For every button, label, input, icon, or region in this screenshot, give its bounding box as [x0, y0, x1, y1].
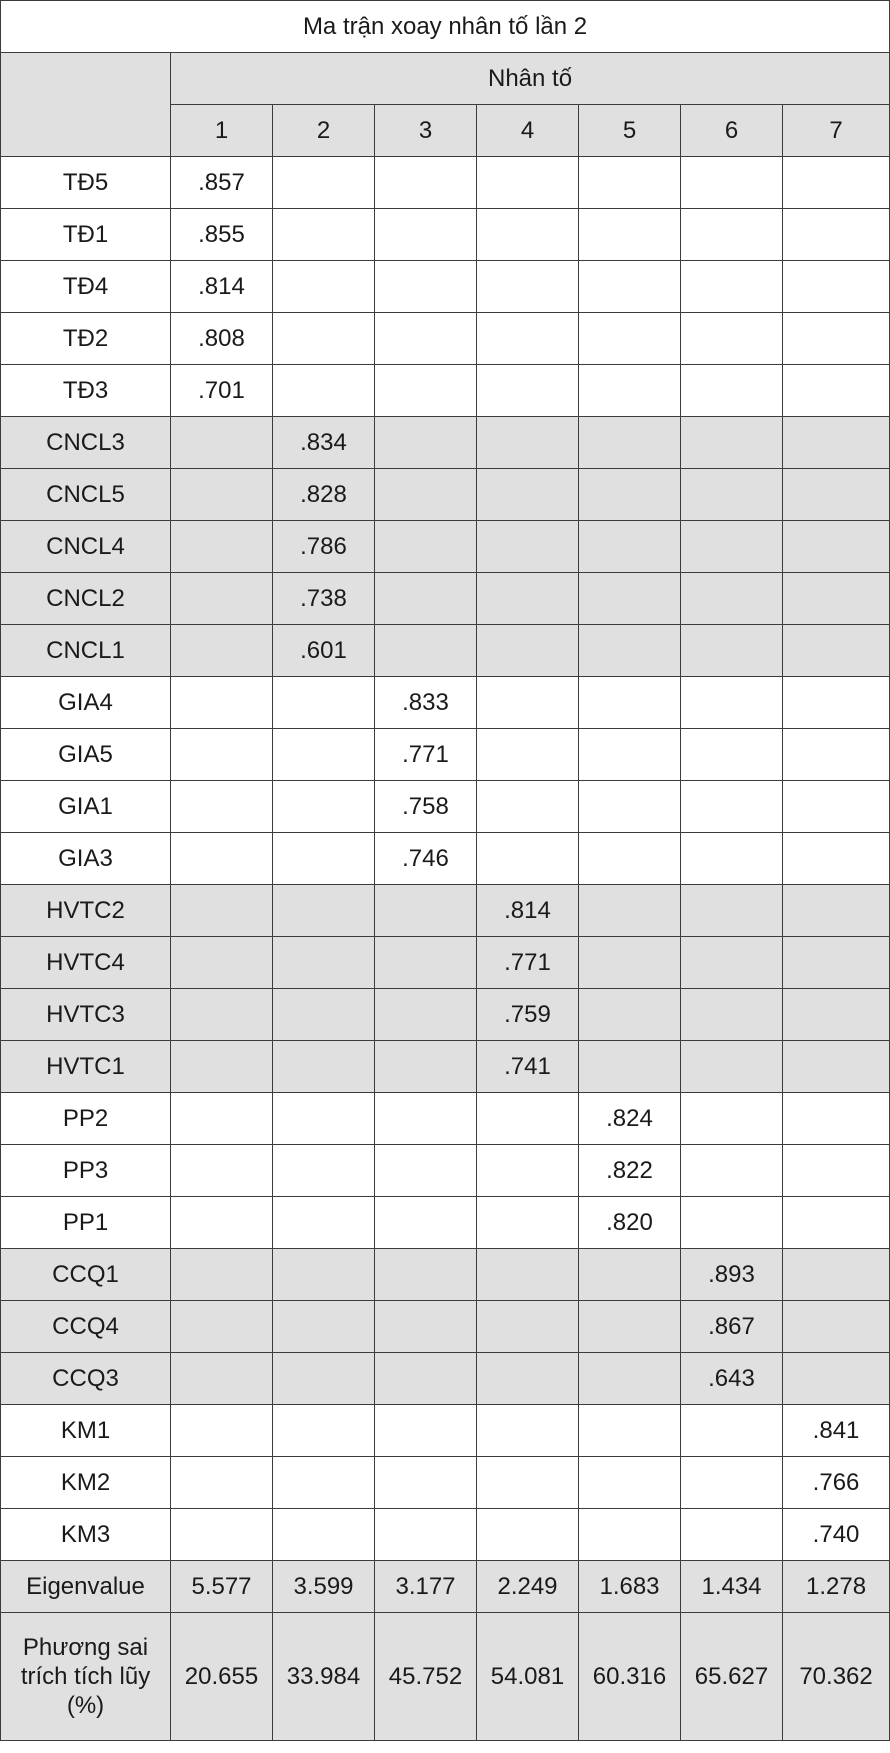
- empty-cell: [273, 781, 375, 833]
- cumulative-variance-label: [1, 1613, 171, 1741]
- empty-cell: [171, 1041, 273, 1093]
- loading-value: .701: [171, 365, 273, 417]
- empty-cell: [477, 521, 579, 573]
- loading-value: .771: [375, 729, 477, 781]
- table-row: [1, 1457, 890, 1509]
- empty-cell: [273, 729, 375, 781]
- empty-cell: [477, 1457, 579, 1509]
- factor-number: 2: [273, 105, 375, 157]
- empty-cell: [579, 1509, 681, 1561]
- empty-cell: [579, 521, 681, 573]
- empty-cell: [171, 417, 273, 469]
- table-row: [1, 937, 890, 989]
- loading-value: .771: [477, 937, 579, 989]
- empty-cell: [783, 1145, 890, 1197]
- empty-cell: [681, 209, 783, 261]
- empty-cell: [681, 1509, 783, 1561]
- empty-cell: [579, 417, 681, 469]
- row-label: GIA4: [1, 677, 171, 729]
- empty-cell: [783, 833, 890, 885]
- empty-cell: [171, 1353, 273, 1405]
- empty-cell: [579, 781, 681, 833]
- factor-number: 4: [477, 105, 579, 157]
- empty-cell: [375, 313, 477, 365]
- table-row: [1, 677, 890, 729]
- loading-value: .893: [681, 1249, 783, 1301]
- table-row: [1, 1301, 890, 1353]
- empty-cell: [579, 729, 681, 781]
- empty-cell: [477, 729, 579, 781]
- empty-cell: [477, 573, 579, 625]
- empty-cell: [273, 1041, 375, 1093]
- empty-cell: [273, 885, 375, 937]
- row-label: CNCL2: [1, 573, 171, 625]
- empty-cell: [783, 365, 890, 417]
- factor-number: 7: [783, 105, 890, 157]
- empty-cell: [273, 365, 375, 417]
- empty-cell: [273, 833, 375, 885]
- row-label: TĐ3: [1, 365, 171, 417]
- empty-cell: [171, 573, 273, 625]
- empty-cell: [375, 1353, 477, 1405]
- empty-cell: [273, 261, 375, 313]
- empty-cell: [273, 1301, 375, 1353]
- row-label: KM3: [1, 1509, 171, 1561]
- empty-cell: [375, 573, 477, 625]
- eigenvalue-value: 1.683: [579, 1561, 681, 1613]
- empty-cell: [477, 1353, 579, 1405]
- table-row: [1, 261, 890, 313]
- loading-value: .766: [783, 1457, 890, 1509]
- cumulative-variance-value: 60.316: [579, 1613, 681, 1741]
- label-line: trích tích lũy: [20, 1662, 151, 1690]
- empty-cell: [273, 209, 375, 261]
- empty-cell: [681, 781, 783, 833]
- empty-cell: [171, 885, 273, 937]
- empty-cell: [783, 729, 890, 781]
- table-row: [1, 313, 890, 365]
- loading-value: .828: [273, 469, 375, 521]
- empty-cell: [579, 209, 681, 261]
- empty-cell: [171, 1509, 273, 1561]
- empty-cell: [783, 885, 890, 937]
- empty-cell: [477, 1509, 579, 1561]
- empty-cell: [477, 313, 579, 365]
- loading-value: .814: [477, 885, 579, 937]
- empty-cell: [375, 1509, 477, 1561]
- loading-value: .824: [579, 1093, 681, 1145]
- empty-cell: [171, 469, 273, 521]
- empty-cell: [273, 1249, 375, 1301]
- loading-value: .834: [273, 417, 375, 469]
- empty-cell: [375, 1301, 477, 1353]
- empty-cell: [273, 1457, 375, 1509]
- empty-cell: [477, 677, 579, 729]
- table-row: [1, 729, 890, 781]
- eigenvalue-value: 1.434: [681, 1561, 783, 1613]
- empty-cell: [375, 1041, 477, 1093]
- empty-cell: [783, 1093, 890, 1145]
- empty-cell: [579, 989, 681, 1041]
- empty-cell: [681, 313, 783, 365]
- loading-value: .841: [783, 1405, 890, 1457]
- factor-number: 3: [375, 105, 477, 157]
- empty-cell: [681, 1093, 783, 1145]
- loading-value: .833: [375, 677, 477, 729]
- empty-cell: [273, 1145, 375, 1197]
- empty-cell: [171, 1249, 273, 1301]
- empty-cell: [681, 521, 783, 573]
- eigenvalue-value: 3.177: [375, 1561, 477, 1613]
- empty-cell: [579, 1041, 681, 1093]
- row-label: TĐ1: [1, 209, 171, 261]
- empty-cell: [273, 937, 375, 989]
- row-label: HVTC3: [1, 989, 171, 1041]
- row-label: TĐ5: [1, 157, 171, 209]
- table-title: Ma trận xoay nhân tố lần 2: [1, 1, 890, 53]
- row-label: CNCL3: [1, 417, 171, 469]
- eigenvalue-value: 2.249: [477, 1561, 579, 1613]
- empty-cell: [477, 1405, 579, 1457]
- empty-cell: [579, 365, 681, 417]
- factor-header: Nhân tố: [171, 53, 890, 105]
- empty-cell: [477, 1301, 579, 1353]
- empty-cell: [273, 1197, 375, 1249]
- empty-cell: [681, 1405, 783, 1457]
- row-label: GIA5: [1, 729, 171, 781]
- empty-cell: [579, 833, 681, 885]
- empty-cell: [681, 1041, 783, 1093]
- empty-cell: [579, 1301, 681, 1353]
- row-label: CNCL4: [1, 521, 171, 573]
- empty-cell: [477, 1197, 579, 1249]
- eigenvalue-row: [1, 1561, 890, 1613]
- empty-cell: [681, 365, 783, 417]
- row-label: CNCL5: [1, 469, 171, 521]
- empty-cell: [375, 365, 477, 417]
- eigenvalue-label: Eigenvalue: [1, 1561, 171, 1613]
- table-row: [1, 989, 890, 1041]
- empty-cell: [375, 1197, 477, 1249]
- empty-cell: [579, 157, 681, 209]
- eigenvalue-value: 5.577: [171, 1561, 273, 1613]
- empty-cell: [375, 417, 477, 469]
- empty-cell: [171, 1405, 273, 1457]
- empty-cell: [171, 1145, 273, 1197]
- row-label: KM1: [1, 1405, 171, 1457]
- row-label: KM2: [1, 1457, 171, 1509]
- empty-cell: [171, 729, 273, 781]
- empty-cell: [579, 677, 681, 729]
- empty-cell: [375, 209, 477, 261]
- table-row: [1, 1145, 890, 1197]
- table-row: [1, 573, 890, 625]
- factor-number: 6: [681, 105, 783, 157]
- factor-number: 5: [579, 105, 681, 157]
- empty-cell: [681, 1197, 783, 1249]
- empty-cell: [783, 313, 890, 365]
- loading-value: .867: [681, 1301, 783, 1353]
- empty-cell: [171, 937, 273, 989]
- row-label: HVTC2: [1, 885, 171, 937]
- empty-cell: [681, 573, 783, 625]
- empty-cell: [783, 1353, 890, 1405]
- row-label: GIA1: [1, 781, 171, 833]
- empty-cell: [273, 1353, 375, 1405]
- empty-cell: [375, 157, 477, 209]
- empty-cell: [783, 1197, 890, 1249]
- empty-cell: [477, 365, 579, 417]
- empty-cell: [171, 625, 273, 677]
- loading-value: .643: [681, 1353, 783, 1405]
- table-row: [1, 885, 890, 937]
- table-row: [1, 1249, 890, 1301]
- empty-cell: [273, 1405, 375, 1457]
- table-row: [1, 1041, 890, 1093]
- cumulative-variance-value: 70.362: [783, 1613, 890, 1741]
- empty-cell: [579, 937, 681, 989]
- empty-cell: [375, 1405, 477, 1457]
- table-row: [1, 157, 890, 209]
- loading-value: .740: [783, 1509, 890, 1561]
- row-label: CCQ4: [1, 1301, 171, 1353]
- loading-value: .855: [171, 209, 273, 261]
- loading-value: .786: [273, 521, 375, 573]
- empty-cell: [477, 417, 579, 469]
- empty-cell: [171, 833, 273, 885]
- empty-cell: [477, 1145, 579, 1197]
- empty-cell: [171, 1457, 273, 1509]
- empty-cell: [681, 989, 783, 1041]
- empty-cell: [273, 989, 375, 1041]
- empty-cell: [375, 521, 477, 573]
- empty-cell: [375, 1457, 477, 1509]
- empty-cell: [579, 1457, 681, 1509]
- table-row: [1, 1353, 890, 1405]
- empty-cell: [681, 1145, 783, 1197]
- empty-cell: [171, 1301, 273, 1353]
- empty-cell: [783, 209, 890, 261]
- empty-cell: [477, 1093, 579, 1145]
- empty-cell: [579, 625, 681, 677]
- empty-cell: [681, 261, 783, 313]
- empty-cell: [783, 625, 890, 677]
- empty-cell: [375, 937, 477, 989]
- cumulative-variance-value: 65.627: [681, 1613, 783, 1741]
- row-label: CNCL1: [1, 625, 171, 677]
- loading-value: .857: [171, 157, 273, 209]
- cumulative-variance-value: 20.655: [171, 1613, 273, 1741]
- empty-cell: [681, 729, 783, 781]
- empty-cell: [375, 1093, 477, 1145]
- table-row: [1, 1093, 890, 1145]
- loading-value: .822: [579, 1145, 681, 1197]
- empty-cell: [579, 1249, 681, 1301]
- factor-header-row: [1, 53, 890, 105]
- empty-cell: [579, 885, 681, 937]
- cumulative-variance-row: [1, 1613, 890, 1741]
- table-row: [1, 469, 890, 521]
- empty-cell: [273, 1093, 375, 1145]
- row-label: HVTC4: [1, 937, 171, 989]
- empty-cell: [783, 1301, 890, 1353]
- empty-cell: [783, 1041, 890, 1093]
- empty-cell: [477, 209, 579, 261]
- empty-cell: [477, 261, 579, 313]
- eigenvalue-value: 3.599: [273, 1561, 375, 1613]
- loading-value: .758: [375, 781, 477, 833]
- factor-number: 1: [171, 105, 273, 157]
- loading-value: .738: [273, 573, 375, 625]
- loading-value: .759: [477, 989, 579, 1041]
- table-row: [1, 521, 890, 573]
- empty-cell: [681, 469, 783, 521]
- row-label: PP3: [1, 1145, 171, 1197]
- table-row: [1, 417, 890, 469]
- empty-cell: [681, 885, 783, 937]
- empty-cell: [579, 261, 681, 313]
- loading-value: .741: [477, 1041, 579, 1093]
- empty-cell: [171, 989, 273, 1041]
- row-label: TĐ4: [1, 261, 171, 313]
- empty-cell: [783, 937, 890, 989]
- empty-cell: [273, 157, 375, 209]
- table-row: [1, 1197, 890, 1249]
- empty-cell: [681, 937, 783, 989]
- empty-cell: [681, 833, 783, 885]
- empty-cell: [783, 521, 890, 573]
- eigenvalue-value: 1.278: [783, 1561, 890, 1613]
- empty-cell: [375, 885, 477, 937]
- empty-cell: [783, 469, 890, 521]
- empty-cell: [579, 573, 681, 625]
- empty-cell: [171, 521, 273, 573]
- row-label: HVTC1: [1, 1041, 171, 1093]
- empty-cell: [783, 677, 890, 729]
- loading-value: .601: [273, 625, 375, 677]
- table-body: [1, 1, 890, 1741]
- cumulative-variance-value: 54.081: [477, 1613, 579, 1741]
- empty-cell: [681, 1457, 783, 1509]
- empty-cell: [579, 1353, 681, 1405]
- empty-cell: [681, 677, 783, 729]
- loading-value: .820: [579, 1197, 681, 1249]
- cumulative-variance-value: 33.984: [273, 1613, 375, 1741]
- empty-cell: [273, 677, 375, 729]
- empty-cell: [477, 833, 579, 885]
- empty-cell: [477, 469, 579, 521]
- empty-cell: [171, 1093, 273, 1145]
- title-row: [1, 1, 890, 53]
- loading-value: .808: [171, 313, 273, 365]
- empty-cell: [273, 1509, 375, 1561]
- table-row: [1, 833, 890, 885]
- empty-cell: [783, 417, 890, 469]
- empty-cell: [783, 1249, 890, 1301]
- row-label: CCQ1: [1, 1249, 171, 1301]
- loading-value: .746: [375, 833, 477, 885]
- label-line: Phương sai: [22, 1633, 149, 1661]
- empty-cell: [783, 261, 890, 313]
- empty-cell: [171, 781, 273, 833]
- empty-cell: [783, 573, 890, 625]
- empty-cell: [171, 1197, 273, 1249]
- empty-cell: [477, 625, 579, 677]
- row-label: PP1: [1, 1197, 171, 1249]
- table-row: [1, 625, 890, 677]
- empty-cell: [477, 781, 579, 833]
- table-row: [1, 209, 890, 261]
- empty-cell: [681, 417, 783, 469]
- row-label: TĐ2: [1, 313, 171, 365]
- empty-cell: [681, 625, 783, 677]
- table-row: [1, 1405, 890, 1457]
- empty-cell: [783, 781, 890, 833]
- table-row: [1, 365, 890, 417]
- empty-cell: [681, 157, 783, 209]
- empty-cell: [783, 989, 890, 1041]
- empty-cell: [477, 157, 579, 209]
- row-label: PP2: [1, 1093, 171, 1145]
- empty-cell: [375, 261, 477, 313]
- loading-value: .814: [171, 261, 273, 313]
- cumulative-variance-value: 45.752: [375, 1613, 477, 1741]
- table-row: [1, 1509, 890, 1561]
- empty-cell: [375, 1249, 477, 1301]
- empty-cell: [375, 1145, 477, 1197]
- header-corner-cell: [1, 53, 171, 157]
- empty-cell: [375, 469, 477, 521]
- row-label: CCQ3: [1, 1353, 171, 1405]
- row-label: GIA3: [1, 833, 171, 885]
- empty-cell: [171, 677, 273, 729]
- empty-cell: [783, 157, 890, 209]
- empty-cell: [273, 313, 375, 365]
- label-line: (%): [66, 1692, 105, 1720]
- table-row: [1, 781, 890, 833]
- empty-cell: [579, 1405, 681, 1457]
- empty-cell: [579, 313, 681, 365]
- empty-cell: [477, 1249, 579, 1301]
- empty-cell: [579, 469, 681, 521]
- empty-cell: [375, 989, 477, 1041]
- empty-cell: [375, 625, 477, 677]
